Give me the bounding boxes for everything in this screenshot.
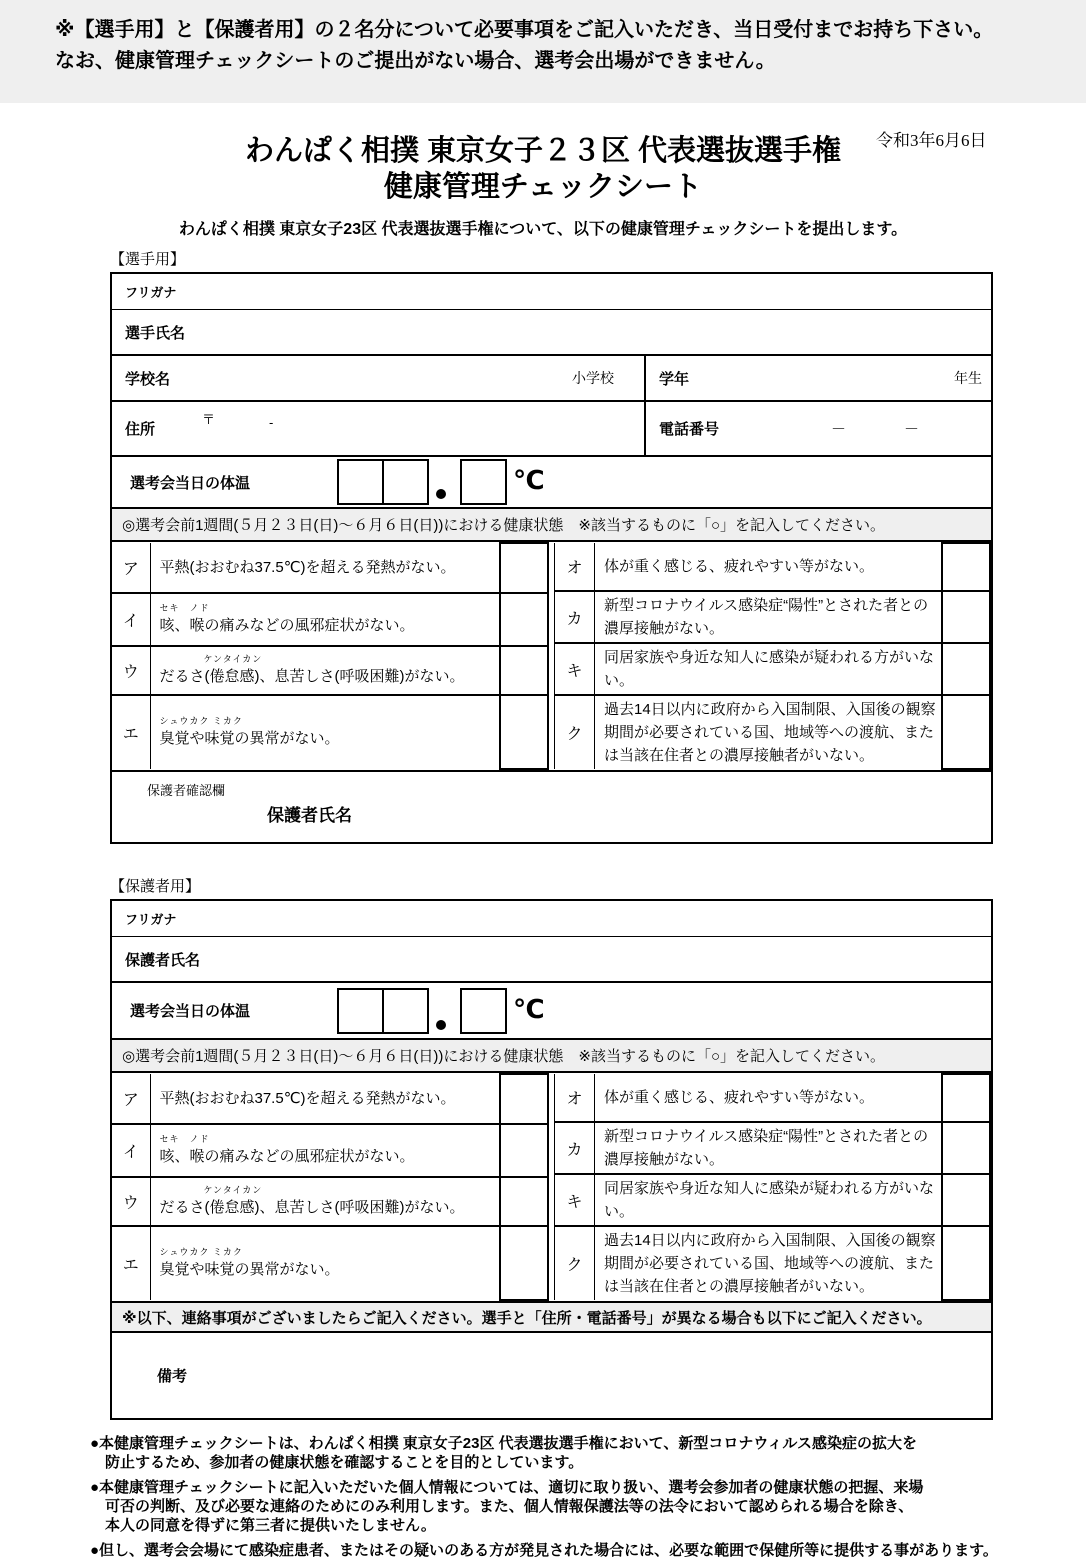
temp-digit-box-2[interactable] [382,988,429,1034]
checklist-answer-box[interactable] [500,1177,548,1226]
postal-dash: - [269,415,274,430]
checklist-answer-box[interactable] [942,1226,990,1300]
address-input-area[interactable] [155,402,644,455]
footnote-line: ●本健康管理チェックシートは、わんぱく相撲 東京女子23区 代表選抜選手権において、新型コロナウィルス感染症の拡大を [90,1435,917,1452]
checklist-text: 臭覚や味覚の異常がない。 [159,1260,340,1278]
player-address-phone-row [112,402,991,457]
checklist-key: キ [555,643,595,695]
top-notice-banner [0,0,1086,103]
checklist-answer-box[interactable] [500,1124,548,1177]
temp-digit-box-2[interactable] [382,459,429,505]
address-label: 住所 [125,421,156,438]
checklist-row [555,1074,991,1122]
guardian-checklist [112,1073,991,1303]
guardian-furigana-label: フリガナ [125,912,177,927]
grade-cell [646,356,991,400]
player-health-status-header: ◎選考会前1週間(５月２３日(日)～６月６日(日))における健康状態 ※該当するものに「○」を記入してください。 [112,509,991,542]
postal-mark: 〒 [202,412,216,427]
player-furigana-input-area[interactable] [176,274,991,309]
school-input-area[interactable] [170,356,572,400]
player-temperature-row [112,457,991,509]
grade-label: 学年 [659,370,690,388]
temp-digit-box-1[interactable] [337,459,384,505]
checklist-text: 臭覚や味覚の異常がない。 [159,729,340,747]
footnote-line: 可否の判断、及び必要な連絡のためにのみ利用します。また、個人情報保護法等の法令において認められる場合を除き、 [90,1498,914,1515]
footnote-line: ●但し、選考会会場にて感染症患者、またはその疑いのある方が発見された場合には、必要な範囲で保健所等に提供する事があります。 [90,1542,998,1559]
checklist-answer-box[interactable] [500,1074,548,1124]
checklist-answer-box[interactable] [942,1074,990,1122]
temp-digit-box-1[interactable] [337,988,384,1034]
checklist-row [112,1124,548,1177]
checklist-key: エ [112,695,150,769]
title-line-2: 健康管理チェックシート [383,171,703,203]
checklist-text: 咳、喉の痛みなどの風邪症状がない。 [159,616,415,634]
temp-digit-box-3[interactable] [460,459,507,505]
guardian-checklist-right [554,1073,991,1301]
checklist-answer-box[interactable] [942,591,990,643]
checklist-row [112,1177,548,1226]
checklist-key: ウ [112,646,150,695]
checklist-key: ア [112,1074,150,1124]
checklist-key: ク [555,695,595,769]
footnotes [90,1434,1086,1560]
player-name-row [112,310,991,356]
guardian-name-row [112,937,991,983]
remarks-input-area[interactable] [187,1333,991,1418]
player-section-label: 【選手用】 [110,251,186,268]
checklist-row [112,1226,548,1300]
checklist-key: オ [555,543,595,591]
guardian-form-table [110,899,993,1420]
player-name-label: 選手氏名 [125,324,186,342]
checklist-ruby: シュウカク ミカク [159,715,243,726]
phone-label: 電話番号 [659,421,720,438]
address-cell [112,402,646,455]
player-furigana-row [112,274,991,310]
player-school-grade-row [112,356,991,402]
checklist-text: 新型コロナウイルス感染症“陽性”とされた者との濃厚接触がない。 [595,1122,943,1174]
guardian-section-label: 【保護者用】 [110,878,201,895]
checklist-text: だるさ(倦怠感)、息苦しさ(呼吸困難)がない。 [159,667,465,685]
guardian-temperature-row [112,983,991,1040]
checklist-ruby: ケンタイカン [203,653,263,664]
checklist-row [555,1226,991,1300]
checklist-row [112,543,548,593]
player-checklist-right [554,542,991,770]
checklist-answer-box[interactable] [942,695,990,769]
checklist-text: 同居家族や身近な知人に感染が疑われる方がいない。 [595,643,943,695]
checklist-text: 平熱(おおむね37.5℃)を超える発熱がない。 [159,1090,456,1108]
guardian-name-label: 保護者氏名 [125,951,201,969]
checklist-key: エ [112,1226,150,1300]
checklist-ruby: ケンタイカン [203,1184,263,1195]
checklist-text: 同居家族や身近な知人に感染が疑われる方がいない。 [595,1174,943,1226]
phone-dash-2: － [904,421,920,438]
grade-input-area[interactable] [689,356,954,400]
checklist-answer-box[interactable] [942,543,990,591]
checklist-ruby: セキ ノド [159,602,210,613]
checklist-row [555,643,991,695]
guardian-confirm-label: 保護者確認欄 [147,783,226,798]
checklist-text: 体が重く感じる、疲れやすい等がない。 [604,1089,875,1106]
checklist-answer-box[interactable] [942,1174,990,1226]
checklist-row [112,593,548,646]
checklist-key: イ [112,593,150,646]
player-furigana-label: フリガナ [125,285,177,300]
title-line-1: わんぱく相撲 東京女子２３区 代表選抜選手権 [244,135,842,167]
checklist-answer-box[interactable] [500,593,548,646]
document-date: 令和3年6月6日 [876,131,987,150]
checklist-row [555,695,991,769]
player-temp-label: 選考会当日の体温 [130,474,251,492]
checklist-key: カ [555,1122,595,1174]
checklist-answer-box[interactable] [500,1226,548,1300]
checklist-key: ア [112,543,150,593]
remarks-row [112,1333,991,1418]
temp-unit: ℃ [513,465,545,495]
checklist-text: 咳、喉の痛みなどの風邪症状がない。 [159,1147,415,1165]
checklist-key: ク [555,1226,595,1300]
guardian-signature-area[interactable] [412,792,981,836]
checklist-row [112,1074,548,1124]
checklist-key: カ [555,591,595,643]
checklist-answer-box[interactable] [500,646,548,695]
checklist-text: 平熱(おおむね37.5℃)を超える発熱がない。 [159,559,456,577]
school-label: 学校名 [125,370,171,388]
checklist-text: 体が重く感じる、疲れやすい等がない。 [604,558,875,575]
grade-suffix: 年生 [954,370,982,386]
guardian-confirmation-row [112,772,991,842]
temp-decimal-point [436,489,446,499]
school-cell [112,356,646,400]
guardian-name-input-area[interactable] [200,937,991,981]
guardian-temp-label: 選考会当日の体温 [130,1003,251,1020]
guardian-health-status-header: ◎選考会前1週間(５月２３日(日)～６月６日(日))における健康状態 ※該当するものに「○」を記入してください。 [112,1040,991,1073]
guardian-furigana-row [112,901,991,937]
checklist-answer-box[interactable] [500,695,548,769]
checklist-ruby: セキ ノド [159,1133,210,1144]
subtitle: わんぱく相撲 東京女子23区 代表選抜選手権について、以下の健康管理チェックシートを提出します。 [178,221,908,238]
remarks-label: 備考 [157,1368,188,1385]
checklist-answer-box[interactable] [500,543,548,593]
checklist-key: イ [112,1124,150,1177]
player-checklist-left [112,542,549,770]
footnote-line: 防止するため、参加者の健康状態を確認することを目的としています。 [90,1454,584,1471]
checklist-key: オ [555,1074,595,1122]
guardian-confirm-name-label: 保護者氏名 [267,806,352,825]
checklist-ruby: シュウカク ミカク [159,1246,243,1257]
phone-cell [646,402,991,455]
checklist-answer-box[interactable] [942,643,990,695]
checklist-row [112,695,548,769]
checklist-key: ウ [112,1177,150,1226]
temp-unit: ℃ [513,993,545,1024]
checklist-row [555,1174,991,1226]
phone-dash-1: － [831,421,847,438]
player-form-table [110,272,993,844]
footnote-line: 本人の同意を得ずに第三者に提供いたしません。 [90,1517,436,1534]
guardian-furigana-input-area[interactable] [176,901,991,936]
guardian-checklist-left [112,1073,549,1301]
temp-decimal-point [436,1020,446,1030]
checklist-text: 過去14日以内に政府から入国制限、入国後の観察期間が必要されている国、地域等への渡航、または当該在住者との濃厚接触者がいない。 [595,695,943,769]
notice-line-1: ※【選手用】と【保護者用】の２名分について必要事項をご記入いただき、当日受付までお持ち下さい。 [55,19,994,41]
notice-line-2: なお、健康管理チェックシートのご提出がない場合、選考会出場ができません。 [55,50,776,72]
checklist-row [555,591,991,643]
checklist-key: キ [555,1174,595,1226]
checklist-row [555,543,991,591]
remarks-header: ※以下、連絡事項がございましたらご記入ください。選手と「住所・電話番号」が異なる場合も以下にご記入ください。 [112,1303,991,1333]
checklist-text: 過去14日以内に政府から入国制限、入国後の観察期間が必要されている国、地域等への渡航、または当該在住者との濃厚接触者がいない。 [595,1226,943,1300]
checklist-text: 新型コロナウイルス感染症“陽性”とされた者との濃厚接触がない。 [595,591,943,643]
school-suffix: 小学校 [572,370,614,386]
footnote-line: ●本健康管理チェックシートに記入いただいた個人情報については、適切に取り扱い、選考会参加者の健康状態の把握、来場 [90,1479,924,1496]
checklist-text: だるさ(倦怠感)、息苦しさ(呼吸困難)がない。 [159,1198,465,1216]
player-checklist [112,542,991,772]
temp-digit-box-3[interactable] [460,988,507,1034]
player-name-input-area[interactable] [185,310,991,354]
checklist-row [112,646,548,695]
checklist-row [555,1122,991,1174]
checklist-answer-box[interactable] [942,1122,990,1174]
phone-input-area[interactable] [719,402,991,455]
